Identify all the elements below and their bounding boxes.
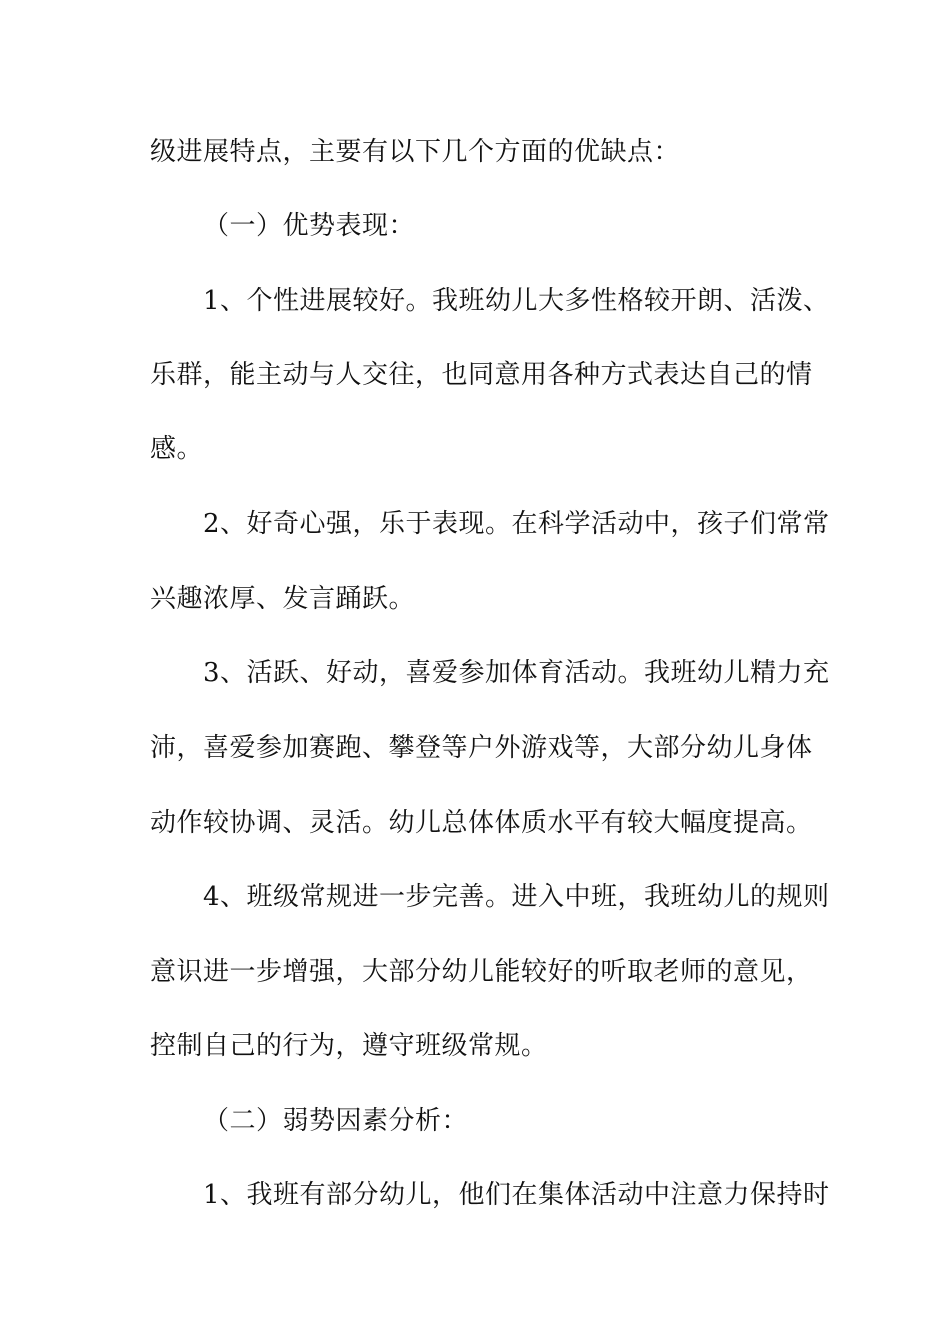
text-line: 3、活跃、好动，喜爱参加体育活动。我班幼儿精力充 xyxy=(203,658,830,688)
text-line: 1、个性进展较好。我班幼儿大多性格较开朗、活泼、 xyxy=(203,286,830,316)
section-heading-strengths: （一）优势表现： xyxy=(203,211,416,241)
text-line: 1、我班有部分幼儿，他们在集体活动中注意力保持时 xyxy=(203,1180,830,1210)
text-line: 沛，喜爱参加赛跑、攀登等户外游戏等，大部分幼儿身体 xyxy=(150,733,813,763)
text-line: 4、班级常规进一步完善。进入中班，我班幼儿的规则 xyxy=(203,882,830,912)
text-line: 控制自己的行为，遵守班级常规。 xyxy=(150,1031,548,1061)
text-line: 动作较协调、灵活。幼儿总体体质水平有较大幅度提高。 xyxy=(150,808,813,838)
text-line: 意识进一步增强，大部分幼儿能较好的听取老师的意见， xyxy=(150,957,813,987)
text-line: 级进展特点，主要有以下几个方面的优缺点： xyxy=(150,137,681,167)
text-line: 乐群，能主动与人交往，也同意用各种方式表达自己的情 xyxy=(150,360,813,390)
text-line: 兴趣浓厚、发言踊跃。 xyxy=(150,584,416,614)
section-heading-weaknesses: （二）弱势因素分析： xyxy=(203,1106,469,1136)
text-line: 2、好奇心强，乐于表现。在科学活动中，孩子们常常 xyxy=(203,509,830,539)
text-line: 感。 xyxy=(150,434,204,464)
